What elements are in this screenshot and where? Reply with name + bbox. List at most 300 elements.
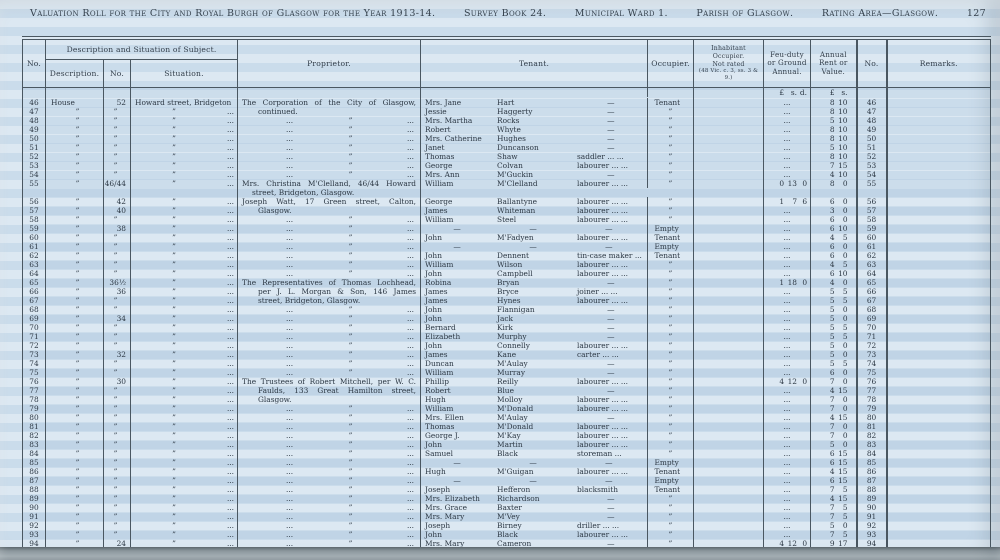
cell-remarks bbox=[887, 152, 991, 161]
ditto-mark: ” bbox=[668, 133, 672, 143]
cell-rent: 4 15 bbox=[811, 413, 857, 422]
cell-occupier bbox=[648, 359, 694, 368]
table-row bbox=[23, 116, 991, 125]
cell-tenant: William Murray — bbox=[421, 368, 648, 377]
ditto-mark: ” bbox=[172, 484, 175, 494]
cell-situation: ” ... bbox=[131, 368, 238, 377]
col-header-description: Description. bbox=[46, 60, 104, 88]
table-row bbox=[23, 224, 991, 233]
cell-rent: 5 0 bbox=[811, 305, 857, 314]
cell-proprietor: ... ” ... bbox=[238, 440, 421, 449]
ditto-mark: ” bbox=[172, 475, 175, 485]
cell-remarks bbox=[887, 422, 991, 431]
cell-remarks bbox=[887, 503, 991, 512]
cell-occupier bbox=[648, 377, 694, 386]
cell-feu-duty: ... bbox=[764, 494, 811, 503]
cell-situation: ” ... bbox=[131, 134, 238, 143]
ditto-mark: ” bbox=[172, 133, 175, 143]
cell-inhabitant-occupier bbox=[694, 503, 764, 512]
ditto-mark: ” bbox=[75, 304, 79, 314]
cell-description bbox=[46, 152, 104, 161]
ditto-mark: ” bbox=[668, 259, 672, 269]
cell-situation: ” ... bbox=[131, 215, 238, 224]
cell-remarks bbox=[887, 314, 991, 323]
table-row bbox=[23, 143, 991, 152]
ditto-mark: ” bbox=[348, 475, 352, 485]
ditto-mark: ” bbox=[75, 430, 79, 440]
cell-occupier: Tenant bbox=[648, 233, 694, 242]
cell-situation: ” ... bbox=[131, 449, 238, 458]
cell-rent: 5 0 bbox=[811, 350, 857, 359]
cell-situation: ” ... bbox=[131, 287, 238, 296]
cell-house-no bbox=[104, 467, 131, 476]
table-row bbox=[23, 476, 991, 485]
ditto-mark: ” bbox=[75, 403, 79, 413]
cell-rent: 6 0 bbox=[811, 197, 857, 206]
cell-entry-no-right: 75 bbox=[857, 368, 887, 377]
table-row bbox=[23, 395, 991, 404]
cell-house-no bbox=[104, 107, 131, 116]
cell-description bbox=[46, 386, 104, 395]
cell-inhabitant-occupier bbox=[694, 341, 764, 350]
cell-description bbox=[46, 476, 104, 485]
cell-description bbox=[46, 161, 104, 170]
cell-entry-no: 60 bbox=[23, 233, 46, 242]
ditto-mark: ” bbox=[172, 304, 175, 314]
cell-remarks bbox=[887, 377, 991, 386]
ditto-mark: ” bbox=[75, 286, 79, 296]
ditto-mark: ” bbox=[348, 367, 352, 377]
ditto-mark: ” bbox=[668, 403, 672, 413]
cell-inhabitant-occupier bbox=[694, 377, 764, 386]
cell-remarks bbox=[887, 458, 991, 467]
cell-rent: 6 0 bbox=[811, 215, 857, 224]
ditto-mark: ” bbox=[348, 349, 352, 359]
cell-remarks bbox=[887, 287, 991, 296]
title-segment: Rating Area—Glasgow. bbox=[821, 8, 939, 19]
ditto-mark: ” bbox=[75, 529, 79, 539]
ditto-mark: ” bbox=[113, 331, 117, 341]
cell-tenant: — — — bbox=[421, 242, 648, 251]
cell-remarks bbox=[887, 98, 991, 107]
table-row bbox=[23, 170, 991, 179]
cell-entry-no: 49 bbox=[23, 125, 46, 134]
cell-occupier bbox=[648, 404, 694, 413]
cell-tenant: James Hynes labourer ... ... bbox=[421, 296, 648, 305]
cell-rent: 8 10 bbox=[811, 152, 857, 161]
cell-remarks bbox=[887, 305, 991, 314]
cell-feu-duty: ... bbox=[764, 458, 811, 467]
ditto-mark: ” bbox=[113, 142, 117, 152]
cell-inhabitant-occupier bbox=[694, 152, 764, 161]
ditto-mark: ” bbox=[668, 358, 672, 368]
cell-description bbox=[46, 494, 104, 503]
cell-rent: 7 5 bbox=[811, 485, 857, 494]
ditto-mark: ” bbox=[348, 511, 352, 521]
cell-entry-no-right: 81 bbox=[857, 422, 887, 431]
ditto-mark: ” bbox=[668, 178, 672, 188]
cell-situation: ” ... bbox=[131, 386, 238, 395]
cell-entry-no-right: 54 bbox=[857, 170, 887, 179]
ditto-mark: ” bbox=[668, 169, 672, 179]
cell-tenant: Thomas M'Donald labourer ... ... bbox=[421, 422, 648, 431]
cell-entry-no: 50 bbox=[23, 134, 46, 143]
table-row bbox=[23, 431, 991, 440]
cell-inhabitant-occupier bbox=[694, 98, 764, 107]
ditto-mark: ” bbox=[172, 448, 175, 458]
table-row bbox=[23, 107, 991, 116]
cell-inhabitant-occupier bbox=[694, 125, 764, 134]
ditto-mark: ” bbox=[75, 214, 79, 224]
cell-entry-no-right: 56 bbox=[857, 197, 887, 206]
cell-entry-no-right: 77 bbox=[857, 386, 887, 395]
cell-tenant: — — — bbox=[421, 224, 648, 233]
cell-entry-no: 93 bbox=[23, 530, 46, 539]
cell-entry-no: 66 bbox=[23, 287, 46, 296]
ditto-mark: ” bbox=[113, 106, 117, 116]
ditto-mark: ” bbox=[668, 151, 672, 161]
cell-description bbox=[46, 143, 104, 152]
cell-remarks bbox=[887, 332, 991, 341]
cell-situation: ” ... bbox=[131, 476, 238, 485]
ditto-mark: ” bbox=[668, 394, 672, 404]
ditto-mark: ” bbox=[75, 367, 79, 377]
ditto-mark: ” bbox=[113, 484, 117, 494]
cell-remarks bbox=[887, 386, 991, 395]
ditto-mark: ” bbox=[172, 178, 175, 188]
cell-remarks bbox=[887, 395, 991, 404]
table-row bbox=[23, 314, 991, 323]
ditto-mark: ” bbox=[113, 250, 117, 260]
cell-tenant: Bernard Kirk — bbox=[421, 323, 648, 332]
cell-entry-no: 58 bbox=[23, 215, 46, 224]
ditto-mark: ” bbox=[348, 313, 352, 323]
cell-remarks bbox=[887, 494, 991, 503]
ditto-mark: ” bbox=[75, 520, 79, 530]
cell-situation: ” ... bbox=[131, 431, 238, 440]
table-row bbox=[23, 449, 991, 458]
cell-entry-no: 94 bbox=[23, 539, 46, 550]
table-row bbox=[23, 512, 991, 521]
cell-house-no bbox=[104, 170, 131, 179]
cell-inhabitant-occupier bbox=[694, 458, 764, 467]
ditto-mark: ” bbox=[113, 448, 117, 458]
cell-entry-no: 91 bbox=[23, 512, 46, 521]
cell-situation: ” ... bbox=[131, 152, 238, 161]
cell-rent: 8 10 bbox=[811, 107, 857, 116]
cell-inhabitant-occupier bbox=[694, 476, 764, 485]
cell-inhabitant-occupier bbox=[694, 116, 764, 125]
cell-rent: 4 0 bbox=[811, 278, 857, 287]
ditto-mark: ” bbox=[113, 124, 117, 134]
cell-remarks bbox=[887, 143, 991, 152]
ditto-mark: ” bbox=[668, 214, 672, 224]
ditto-mark: ” bbox=[348, 259, 352, 269]
cell-feu-duty: ... bbox=[764, 260, 811, 269]
cell-occupier bbox=[648, 179, 694, 197]
cell-rent: 4 15 bbox=[811, 494, 857, 503]
ditto-mark: ” bbox=[75, 106, 79, 116]
cell-house-no bbox=[104, 305, 131, 314]
ditto-mark: ” bbox=[75, 421, 79, 431]
cell-entry-no-right: 62 bbox=[857, 251, 887, 260]
cell-remarks bbox=[887, 269, 991, 278]
cell-rent: 8 10 bbox=[811, 134, 857, 143]
cell-situation: ” ... bbox=[131, 458, 238, 467]
cell-occupier bbox=[648, 368, 694, 377]
cell-entry-no-right: 83 bbox=[857, 440, 887, 449]
cell-description bbox=[46, 179, 104, 197]
cell-entry-no-right: 63 bbox=[857, 260, 887, 269]
cell-feu-duty: ... bbox=[764, 116, 811, 125]
cell-proprietor: ... ” ... bbox=[238, 233, 421, 242]
cell-house-no bbox=[104, 233, 131, 242]
cell-tenant: John M'Fadyen labourer ... ... bbox=[421, 233, 648, 242]
cell-feu-duty: ... bbox=[764, 323, 811, 332]
cell-inhabitant-occupier bbox=[694, 278, 764, 287]
cell-feu-duty: ... bbox=[764, 224, 811, 233]
cell-entry-no-right: 65 bbox=[857, 278, 887, 287]
ditto-mark: ” bbox=[668, 538, 672, 548]
cell-occupier bbox=[648, 386, 694, 395]
ditto-mark: ” bbox=[172, 340, 175, 350]
cell-feu-duty: ... bbox=[764, 449, 811, 458]
ditto-mark: ” bbox=[668, 322, 672, 332]
ditto-mark: ” bbox=[172, 439, 175, 449]
ditto-mark: ” bbox=[668, 367, 672, 377]
table-row bbox=[23, 197, 991, 206]
cell-tenant: William M'Clelland labourer ... ... bbox=[421, 179, 648, 188]
cell-house-no bbox=[104, 341, 131, 350]
ditto-mark: ” bbox=[75, 223, 79, 233]
table-row bbox=[23, 287, 991, 296]
cell-house-no bbox=[104, 404, 131, 413]
cell-description bbox=[46, 197, 104, 206]
cell-rent: 6 0 bbox=[811, 242, 857, 251]
ditto-mark: ” bbox=[348, 358, 352, 368]
col-header-description-group: Description and Situation of Subject. bbox=[46, 38, 238, 60]
ditto-mark: ” bbox=[348, 430, 352, 440]
cell-inhabitant-occupier bbox=[694, 449, 764, 458]
cell-proprietor: ... ” ... bbox=[238, 422, 421, 431]
cell-entry-no-right: 57 bbox=[857, 206, 887, 215]
ditto-mark: ” bbox=[668, 286, 672, 296]
cell-entry-no: 65 bbox=[23, 278, 46, 287]
cell-rent: 5 5 bbox=[811, 296, 857, 305]
cell-rent: 7 5 bbox=[811, 503, 857, 512]
cell-situation: ” ... bbox=[131, 323, 238, 332]
cell-entry-no: 76 bbox=[23, 377, 46, 386]
cell-proprietor: ... ” ... bbox=[238, 449, 421, 458]
ditto-mark: ” bbox=[113, 304, 117, 314]
page-title bbox=[30, 8, 986, 19]
cell-house-no bbox=[104, 512, 131, 521]
cell-description bbox=[46, 107, 104, 116]
ditto-mark: ” bbox=[348, 520, 352, 530]
ditto-mark: ” bbox=[172, 538, 175, 548]
ditto-mark: ” bbox=[75, 475, 79, 485]
ditto-mark: ” bbox=[172, 295, 175, 305]
cell-situation: ” ... bbox=[131, 521, 238, 530]
cell-inhabitant-occupier bbox=[694, 512, 764, 521]
cell-house-no: 38 bbox=[104, 224, 131, 233]
table-row bbox=[23, 440, 991, 449]
cell-tenant: Mrs. Mary M'Vey — bbox=[421, 512, 648, 521]
title-segment: Survey Book 24. bbox=[463, 8, 547, 19]
cell-remarks bbox=[887, 251, 991, 260]
col-header-rent: Annual Rent or Value. bbox=[811, 38, 857, 88]
cell-tenant: George J. M'Kay labourer ... ... bbox=[421, 431, 648, 440]
cell-proprietor: ... ” ... bbox=[238, 305, 421, 314]
cell-proprietor: ... ” ... bbox=[238, 494, 421, 503]
ditto-mark: ” bbox=[172, 232, 175, 242]
ditto-mark: ” bbox=[668, 115, 672, 125]
cell-description bbox=[46, 467, 104, 476]
ditto-mark: ” bbox=[75, 250, 79, 260]
cell-proprietor: The Representatives of Thomas Lochhead, bbox=[238, 278, 421, 287]
cell-remarks bbox=[887, 107, 991, 116]
table-row bbox=[23, 413, 991, 422]
ditto-mark: ” bbox=[172, 376, 175, 386]
cell-description bbox=[46, 314, 104, 323]
cell-house-no: 40 bbox=[104, 206, 131, 215]
cell-proprietor: ... ” ... bbox=[238, 359, 421, 368]
cell-description bbox=[46, 458, 104, 467]
ditto-mark: ” bbox=[668, 268, 672, 278]
cell-entry-no: 59 bbox=[23, 224, 46, 233]
cell-rent: 6 15 bbox=[811, 476, 857, 485]
cell-inhabitant-occupier bbox=[694, 359, 764, 368]
cell-feu-duty: ... bbox=[764, 107, 811, 116]
cell-remarks bbox=[887, 161, 991, 170]
cell-inhabitant-occupier bbox=[694, 395, 764, 404]
title-segment: Parish of Glasgow. bbox=[696, 8, 794, 19]
cell-inhabitant-occupier bbox=[694, 233, 764, 242]
ditto-mark: ” bbox=[113, 520, 117, 530]
cell-entry-no: 85 bbox=[23, 458, 46, 467]
cell-occupier bbox=[648, 296, 694, 305]
ditto-mark: ” bbox=[75, 133, 79, 143]
cell-proprietor: ... ” ... bbox=[238, 368, 421, 377]
cell-situation: ” ... bbox=[131, 296, 238, 305]
table-row bbox=[23, 125, 991, 134]
ditto-mark: ” bbox=[348, 232, 352, 242]
ditto-mark: ” bbox=[172, 160, 175, 170]
ditto-mark: ” bbox=[113, 295, 117, 305]
cell-tenant: — — — bbox=[421, 458, 648, 467]
table-row bbox=[23, 368, 991, 377]
cell-rent: 8 10 bbox=[811, 98, 857, 107]
ditto-mark: ” bbox=[172, 385, 175, 395]
table-row bbox=[23, 485, 991, 494]
cell-entry-no bbox=[23, 88, 46, 98]
cell-house-no bbox=[104, 251, 131, 260]
cell-situation: ” ... bbox=[131, 305, 238, 314]
cell-entry-no: 48 bbox=[23, 116, 46, 125]
cell-occupier bbox=[648, 521, 694, 530]
cell-entry-no: 47 bbox=[23, 107, 46, 116]
cell-proprietor: ... ” ... bbox=[238, 314, 421, 323]
cell-occupier bbox=[648, 494, 694, 503]
cell-occupier bbox=[648, 449, 694, 458]
ditto-mark: ” bbox=[348, 439, 352, 449]
cell-occupier bbox=[648, 287, 694, 296]
cell-entry-no-right: 48 bbox=[857, 116, 887, 125]
cell-house-no bbox=[104, 359, 131, 368]
cell-house-no bbox=[104, 323, 131, 332]
ditto-mark: ” bbox=[668, 331, 672, 341]
ditto-mark: ” bbox=[75, 349, 79, 359]
cell-description bbox=[46, 278, 104, 287]
cell-tenant: Mrs. Ellen M'Aulay — bbox=[421, 413, 648, 422]
cell-entry-no-right: 93 bbox=[857, 530, 887, 539]
cell-remarks bbox=[887, 512, 991, 521]
cell-proprietor: ... ” ... bbox=[238, 476, 421, 485]
cell-proprietor: ... ” ... bbox=[238, 224, 421, 233]
cell-proprietor: ... ” ... bbox=[238, 512, 421, 521]
cell-occupier bbox=[648, 269, 694, 278]
cell-rent: 7 0 bbox=[811, 404, 857, 413]
cell-occupier bbox=[648, 197, 694, 206]
cell-feu-duty: ... bbox=[764, 431, 811, 440]
cell-feu-duty: ... bbox=[764, 242, 811, 251]
cell-rent: £ s. bbox=[811, 88, 857, 98]
cell-proprietor: ... ” ... bbox=[238, 413, 421, 422]
cell-inhabitant-occupier bbox=[694, 242, 764, 251]
cell-feu-duty: ... bbox=[764, 521, 811, 530]
table-row bbox=[23, 341, 991, 350]
table-row bbox=[23, 323, 991, 332]
ditto-mark: ” bbox=[668, 196, 672, 206]
cell-description bbox=[46, 440, 104, 449]
cell-occupier bbox=[648, 332, 694, 341]
cell-entry-no: 55 bbox=[23, 179, 46, 197]
cell-entry-no-right: 85 bbox=[857, 458, 887, 467]
cell-tenant: Mrs. Ann M'Guckin — bbox=[421, 170, 648, 179]
cell-entry-no-right: 50 bbox=[857, 134, 887, 143]
ditto-mark: ” bbox=[113, 439, 117, 449]
cell-rent: 7 0 bbox=[811, 377, 857, 386]
ditto-mark: ” bbox=[348, 268, 352, 278]
cell-entry-no-right: 91 bbox=[857, 512, 887, 521]
ditto-mark: ” bbox=[172, 322, 175, 332]
cell-tenant: Jessie Haggerty — bbox=[421, 107, 648, 116]
ditto-mark: ” bbox=[75, 196, 79, 206]
cell-description bbox=[46, 269, 104, 278]
cell-situation: ” ... bbox=[131, 404, 238, 413]
cell-remarks bbox=[887, 485, 991, 494]
cell-entry-no-right: 68 bbox=[857, 305, 887, 314]
ditto-mark: ” bbox=[668, 430, 672, 440]
cell-inhabitant-occupier bbox=[694, 296, 764, 305]
cell-rent: 7 5 bbox=[811, 530, 857, 539]
cell-house-no bbox=[104, 116, 131, 125]
cell-rent: 7 0 bbox=[811, 395, 857, 404]
cell-feu-duty: 4 12 0 bbox=[764, 539, 811, 550]
cell-remarks bbox=[887, 233, 991, 242]
cell-feu-duty: ... bbox=[764, 314, 811, 323]
cell-description bbox=[46, 521, 104, 530]
cell-situation bbox=[131, 88, 238, 98]
cell-proprietor: Glasgow. bbox=[238, 206, 421, 215]
ditto-mark: ” bbox=[75, 160, 79, 170]
cell-rent: 8 0 bbox=[811, 179, 857, 197]
cell-entry-no: 63 bbox=[23, 260, 46, 269]
cell-proprietor: ... ” ... bbox=[238, 332, 421, 341]
cell-rent: 6 0 bbox=[811, 251, 857, 260]
cell-feu-duty: ... bbox=[764, 251, 811, 260]
cell-proprietor: ... ” ... bbox=[238, 404, 421, 413]
